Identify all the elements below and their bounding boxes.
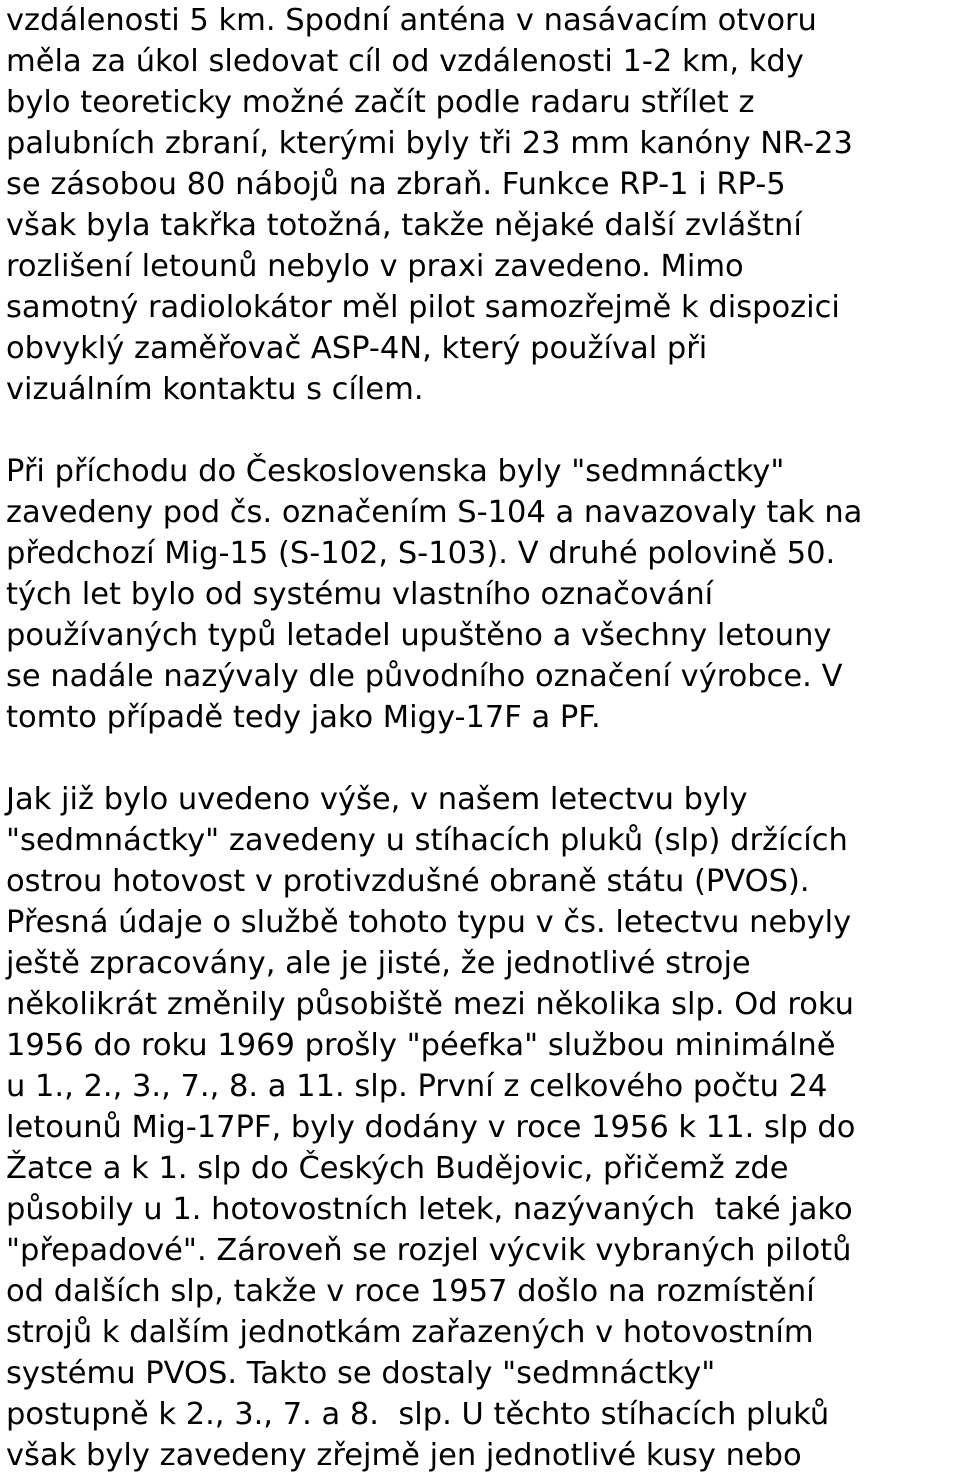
paragraph-radar xyxy=(6,0,958,410)
text-line: měla za úkol sledovat cíl od vzdálenosti 1-2 km, kdy xyxy=(6,44,804,79)
text-line: "přepadové". Zároveň se rozjel výcvik vybraných pilotů xyxy=(6,1233,852,1268)
text-line: od dalších slp, takže v roce 1957 došlo na rozmístění xyxy=(6,1274,815,1309)
text-line: letounů Mig-17PF, byly dodány v roce 1956 k 11. slp do xyxy=(6,1110,856,1145)
text-line: tých let bylo od systému vlastního označování xyxy=(6,577,714,612)
text-line: však byly zavedeny zřejmě jen jednotlivé kusy nebo xyxy=(6,1438,802,1473)
text-line: Žatce a k 1. slp do Českých Budějovic, přičemž zde xyxy=(6,1151,789,1186)
text-line: vzdálenosti 5 km. Spodní anténa v nasávacím otvoru xyxy=(6,3,817,38)
paragraph-spacer xyxy=(6,738,958,779)
text-line: strojů k dalším jednotkám zařazených v hotovostním xyxy=(6,1315,814,1350)
paragraph-service xyxy=(6,779,958,1476)
text-line: se nadále nazývaly dle původního označení výrobce. V xyxy=(6,659,843,694)
text-line: samotný radiolokátor měl pilot samozřejmě k dispozici xyxy=(6,290,840,325)
text-line: zavedeny pod čs. označením S-104 a navazovaly tak na xyxy=(6,495,863,530)
text-line: obvyklý zaměřovač ASP-4N, který používal při xyxy=(6,331,708,366)
text-line: Jak již bylo uvedeno výše, v našem letectvu byly xyxy=(6,782,748,817)
text-line: několikrát změnily působiště mezi několika slp. Od roku xyxy=(6,987,854,1022)
text-line: u 1., 2., 3., 7., 8. a 11. slp. První z celkového počtu 24 xyxy=(6,1069,828,1104)
text-line: používaných typů letadel upuštěno a všechny letouny xyxy=(6,618,832,653)
text-line: rozlišení letounů nebylo v praxi zavedeno. Mimo xyxy=(6,249,744,284)
text-line: tomto případě tedy jako Migy-17F a PF. xyxy=(6,700,601,735)
text-line: systému PVOS. Takto se dostaly "sedmnáctky" xyxy=(6,1356,716,1391)
paragraph-spacer xyxy=(6,410,958,451)
text-line: působily u 1. hotovostních letek, nazývaných také jako xyxy=(6,1192,853,1227)
text-line: 1956 do roku 1969 prošly "péefka" službou minimálně xyxy=(6,1028,836,1063)
text-line: bylo teoreticky možné začít podle radaru střílet z xyxy=(6,85,755,120)
text-line: předchozí Mig-15 (S-102, S-103). V druhé polovině 50. xyxy=(6,536,836,571)
text-line: Přesná údaje o službě tohoto typu v čs. letectvu nebyly xyxy=(6,905,852,940)
text-line: však byla takřka totožná, takže nějaké další zvláštní xyxy=(6,208,802,243)
text-line: vizuálním kontaktu s cílem. xyxy=(6,372,424,407)
text-line: palubních zbraní, kterými byly tři 23 mm kanóny NR-23 xyxy=(6,126,853,161)
text-line: ještě zpracovány, ale je jisté, že jednotlivé stroje xyxy=(6,946,751,981)
text-line: Při příchodu do Československa byly "sedmnáctky" xyxy=(6,454,785,489)
paragraph-designation xyxy=(6,451,958,738)
document-page xyxy=(6,0,958,1476)
text-line: "sedmnáctky" zavedeny u stíhacích pluků (slp) držících xyxy=(6,823,848,858)
text-line: ostrou hotovost v protivzdušné obraně státu (PVOS). xyxy=(6,864,810,899)
text-line: se zásobou 80 nábojů na zbraň. Funkce RP-1 i RP-5 xyxy=(6,167,786,202)
text-line: postupně k 2., 3., 7. a 8. slp. U těchto stíhacích pluků xyxy=(6,1397,830,1432)
